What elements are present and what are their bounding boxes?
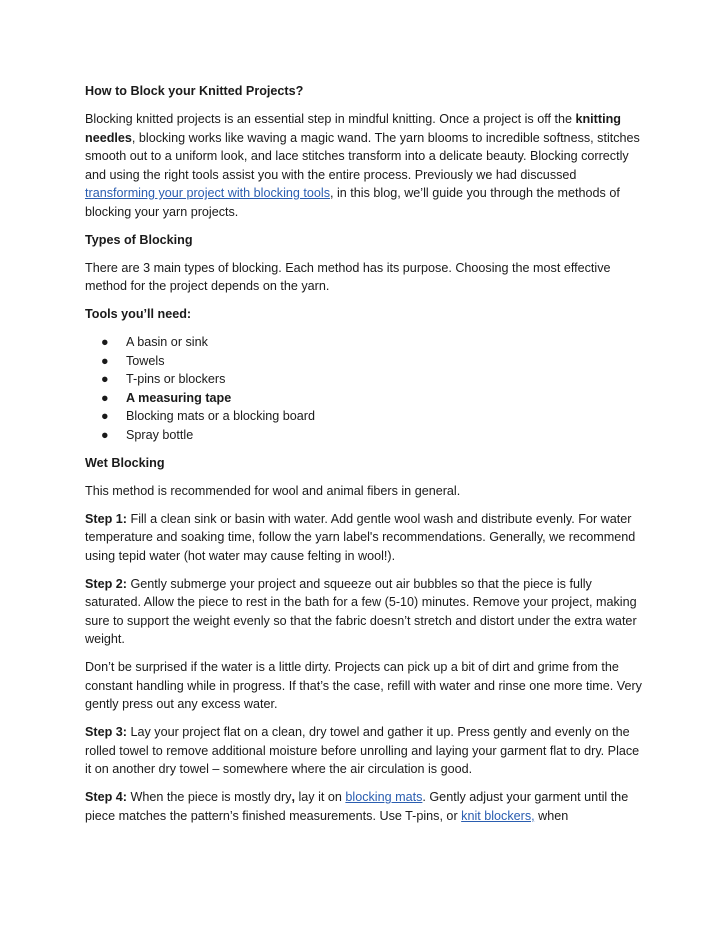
bullet-icon: ● [101,335,109,349]
list-item [85,370,645,389]
tool-label: A measuring tape [126,390,232,405]
tools-list [85,333,645,444]
tool-label: T-pins or blockers [126,372,226,386]
bullet-icon: ● [101,372,109,386]
step-4-text-3: . Gently adjust your garment until the piece matches the pattern’s finished measurements. Use T-pins, or [85,790,629,823]
bullet-icon: ● [101,427,109,442]
intro-text-2: , blocking works like waving a magic wand. The yarn blooms to incredible softness, stitches smooth out to a uniform look, and lace stitches transform into a delicate beauty. Blocking correctly and using the right tools assist you with the entire process. Previously we had discussed [85,130,640,182]
step-1-paragraph [85,510,645,566]
step-4-comma: , [291,790,295,804]
tool-label: Blocking mats or a blocking board [126,409,316,423]
tool-label: Towels [126,353,165,368]
intro-paragraph [85,110,645,221]
step-2-text: Gently submerge your project and squeeze out air bubbles so that the piece is fully saturated. Allow the piece to rest in the bath for a few (5-10) minutes. Remove your project, making sure to support the weight evenly so that the fabric doesn’t stretch and distort under the extra water weight. [85,576,637,646]
list-item [85,426,645,445]
step-4-text-4: when [534,808,569,823]
list-item [85,407,645,426]
bullet-icon: ● [101,409,109,423]
dirty-water-paragraph: Don’t be surprised if the water is a little dirty. Projects can pick up a bit of dirt and grime from the constant handling while in progress. If that’s the case, refill with water and rinse one more time. Very gently press out any excess water. [85,660,642,711]
types-paragraph: There are 3 main types of blocking. Each method has its purpose. Choosing the most effective method for the project depends on the yarn. [85,260,611,293]
step-4-text-2: lay it on [294,790,346,804]
blocking-tools-link[interactable]: transforming your project with blocking tools [85,186,330,200]
document-title: How to Block your Knitted Projects? [85,84,304,98]
list-item [85,352,645,371]
step-3-label: Step 3: [85,725,127,739]
step-2-paragraph [85,575,645,649]
knitting-needles-bold: knitting needles [85,112,621,145]
tools-heading: Tools you’ll need: [85,307,192,321]
document-page [85,82,645,835]
wet-blocking-heading: Wet Blocking [85,455,165,470]
intro-text-1: Blocking knitted projects is an essential step in mindful knitting. Once a project is off the [85,112,576,126]
tool-label: A basin or sink [126,335,208,349]
list-item [85,333,645,352]
step-4-label: Step 4: [85,790,127,804]
knit-blockers-link[interactable]: knit blockers, [461,808,535,823]
step-3-text: Lay your project flat on a clean, dry towel and gather it up. Press gently and evenly on the rolled towel to remove additional moisture before unrolling and laying your garment flat to dry. Place it on another dry towel – somewhere where the air circulation is good. [85,725,640,776]
step-1-text: Fill a clean sink or basin with water. Add gentle wool wash and distribute evenly. For water temperature and soaking time, follow the yarn label's recommendations. Generally, we recommend using tepid water (hot water may cause felting in wool!). [85,511,636,563]
step-4-text-1: When the piece is mostly dry [127,790,292,804]
step-2-label: Step 2: [85,576,127,591]
wet-intro-paragraph: This method is recommended for wool and animal fibers in general. [85,483,461,498]
bullet-icon: ● [101,390,109,405]
bullet-icon: ● [101,353,109,368]
tool-label: Spray bottle [126,427,194,442]
step-1-label: Step 1: [85,511,127,526]
step-4-paragraph [85,788,645,825]
blocking-mats-link[interactable]: blocking mats [345,790,423,804]
types-heading: Types of Blocking [85,232,193,247]
step-3-paragraph [85,723,645,779]
intro-text-3: , in this blog, we’ll guide you through the methods of blocking your yarn projects. [85,186,620,219]
list-item [85,389,645,408]
